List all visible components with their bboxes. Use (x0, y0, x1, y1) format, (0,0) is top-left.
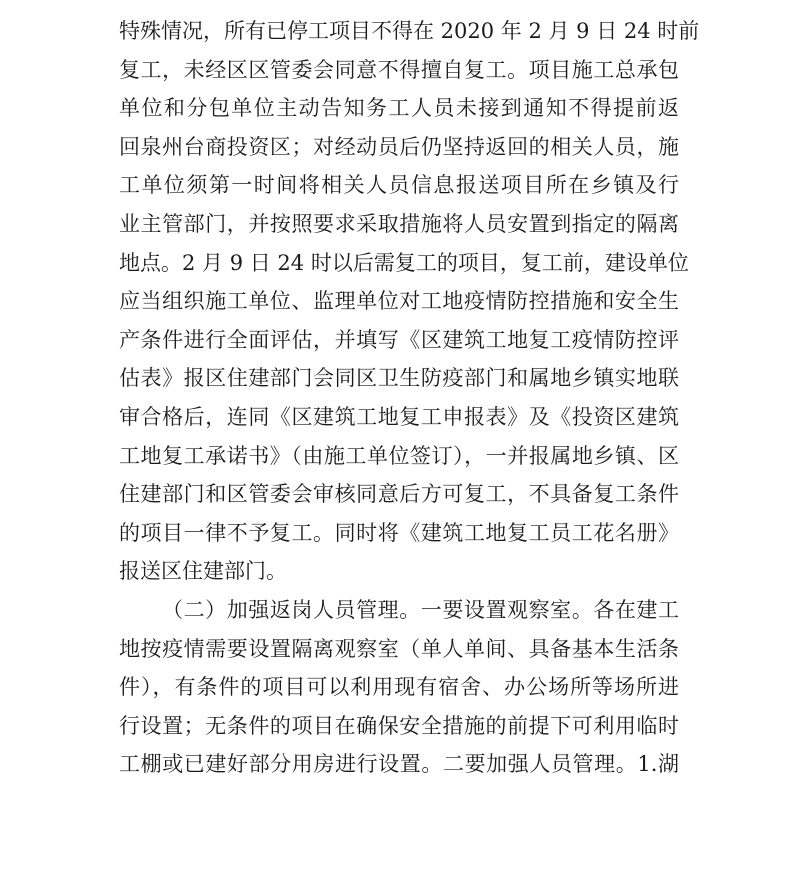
text-line: 行设置；无条件的项目在确保安全措施的前提下可利用临时 (119, 713, 679, 738)
text-line: 应当组织施工单位、监理单位对工地疫情防控措施和安全生 (119, 289, 679, 314)
text-line: 工棚或已建好部分用房进行设置。二要加强人员管理。1.湖 (119, 752, 679, 777)
text-line: 工地复工承诺书》（由施工单位签订），一并报属地乡镇、区 (119, 443, 679, 468)
text-line: 件），有条件的项目可以利用现有宿舍、办公场所等场所进 (119, 675, 679, 700)
text-line: 特殊情况，所有已停工项目不得在 2020 年 2 月 9 日 24 时前 (119, 19, 700, 43)
text-line: 业主管部门，并按照要求采取措施将人员安置到指定的隔离 (119, 211, 679, 236)
text-line: 地点。2 月 9 日 24 时以后需复工的项目，复工前，建设单位 (119, 250, 689, 275)
text-line: 的项目一律不予复工。同时将《建筑工地复工员工花名册》 (119, 520, 679, 545)
text-line: 工单位须第一时间将相关人员信息报送项目所在乡镇及行 (119, 173, 679, 198)
text-line: 住建部门和区管委会审核同意后方可复工，不具备复工条件 (119, 482, 679, 507)
text-line: 单位和分包单位主动告知务工人员未接到通知不得提前返 (119, 96, 679, 121)
text-line: 报送区住建部门。 (119, 559, 287, 584)
text-line: 回泉州台商投资区；对经动员后仍坚持返回的相关人员，施 (119, 134, 679, 159)
document-body (119, 12, 700, 784)
text-line: 产条件进行全面评估，并填写《区建筑工地复工疫情防控评 (119, 327, 679, 352)
text-line: 审合格后，连同《区建筑工地复工申报表》及《投资区建筑 (119, 404, 679, 429)
text-line: 地按疫情需要设置隔离观察室（单人单间、具备基本生活条 (119, 636, 679, 661)
text-line: 估表》报区住建部门会同区卫生防疫部门和属地乡镇实地联 (119, 366, 679, 391)
text-line: （二）加强返岗人员管理。一要设置观察室。各在建工 (162, 597, 679, 622)
text-line: 复工，未经区区管委会同意不得擅自复工。项目施工总承包 (119, 57, 679, 82)
